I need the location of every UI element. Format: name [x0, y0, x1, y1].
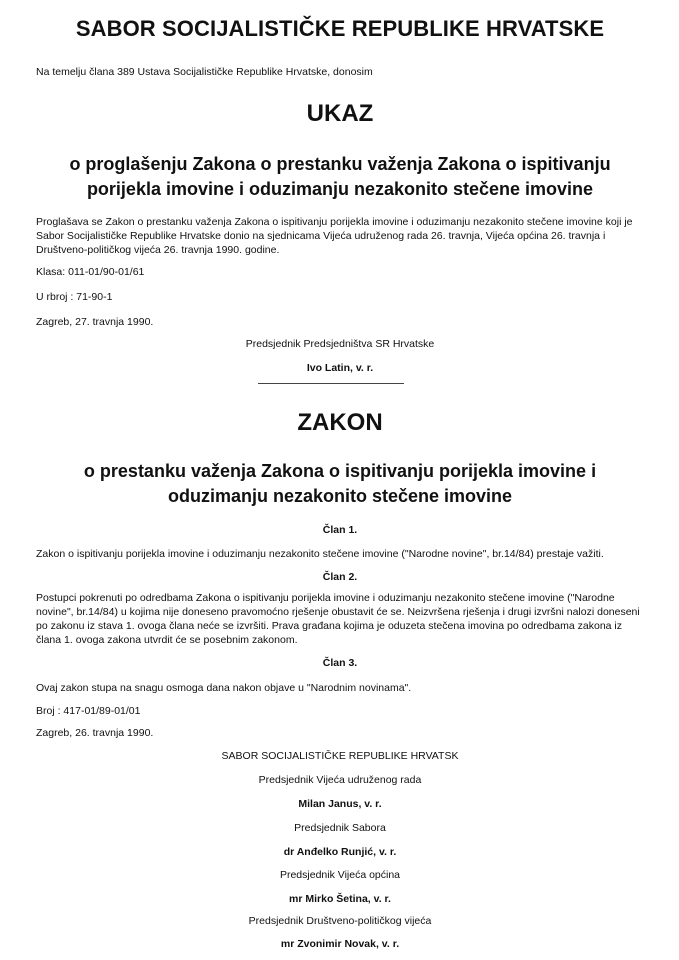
- article-1-label: Član 1.: [322, 524, 358, 536]
- page-title: SABOR SOCIJALISTIČKE REPUBLIKE HRVATSKE: [75, 16, 605, 41]
- article-3-label: Član 3.: [322, 657, 358, 669]
- ukaz-klasa: Klasa: 011-01/90-01/61: [36, 266, 145, 278]
- ukaz-signer-name: Ivo Latin, v. r.: [306, 362, 374, 374]
- signer-4-title: Predsjednik Društveno-političkog vijeća: [248, 915, 432, 927]
- ukaz-date: Zagreb, 27. travnja 1990.: [36, 316, 154, 328]
- signer-1-title: Predsjednik Vijeća udruženog rada: [258, 774, 422, 786]
- article-1-text: Zakon o ispitivanju porijekla imovine i oduzimanju nezakonito stečene imovine ("Narodne novine", br.14/84) prestaje važiti.: [36, 548, 604, 560]
- signer-1-name: Milan Janus, v. r.: [298, 798, 382, 810]
- article-2-text: Postupci pokrenuti po odredbama Zakona o ispitivanju porijekla imovine i oduzimanju nezakonito stečene imovine ("Narodne novine", br.14/84) u kojima nije doneseno pravomoćno rješenje obustavit će se. Neizvršena rješenja i drugi izvršni nalozi doneseni po zakonu iz stava 1. ovoga člana neće se izvršiti. Prava građana kojima je oduzeta stečena imovina po odredbama zakona iz člana 1. ovoga zakona utvrdit će se posebnim zakonom.: [36, 592, 640, 646]
- zakon-subheading: o prestanku važenja Zakona o ispitivanju porijekla imovine i oduzimanju nezakonito stečene imovine: [83, 461, 597, 506]
- ukaz-body: Proglašava se Zakon o prestanku važenja Zakona o ispitivanju porijekla imovine i oduzimanju nezakonito stečene imovine koji je Sabor Socijalističke Republike Hrvatske donio na sjednicama Vijeća udruženog rada 26. travnja, Vijeća općina 26. travnja i Društveno-političkog vijeća 26. travnja 1990. godine.: [36, 216, 633, 256]
- section-divider: [258, 383, 404, 384]
- signer-2-title: Predsjednik Sabora: [294, 822, 386, 834]
- ukaz-signer-title: Predsjednik Predsjedništva SR Hrvatske: [245, 338, 435, 350]
- zakon-date: Zagreb, 26. travnja 1990.: [36, 727, 154, 739]
- signer-3-title: Predsjednik Vijeća općina: [279, 869, 401, 881]
- zakon-heading: ZAKON: [297, 409, 383, 436]
- ukaz-heading: UKAZ: [306, 100, 374, 127]
- intro-text: Na temelju članа 389 Ustava Socijalističke Republike Hrvatske, donosim: [36, 66, 373, 78]
- article-3-text: Ovaj zakon stupa na snagu osmoga dana nakon objave u "Narodnim novinama".: [36, 682, 412, 694]
- ukaz-urbroj: U rbroj : 71-90-1: [36, 291, 113, 303]
- signer-2-name: dr Anđelko Runjić, v. r.: [283, 846, 397, 858]
- zakon-broj: Broj : 417-01/89-01/01: [36, 705, 141, 717]
- sabor-signature-header: SABOR SOCIJALISTIČKE REPUBLIKE HRVATSK: [221, 750, 459, 762]
- signer-3-name: mr Mirko Šetina, v. r.: [289, 893, 391, 905]
- ukaz-subheading: o proglašenju Zakona o prestanku važenja Zakona o ispitivanju porijekla imovine i oduzimanju nezakonito stečene imovine: [69, 154, 611, 199]
- article-2-label: Član 2.: [322, 571, 358, 583]
- signer-4-name: mr Zvonimir Novak, v. r.: [280, 938, 400, 950]
